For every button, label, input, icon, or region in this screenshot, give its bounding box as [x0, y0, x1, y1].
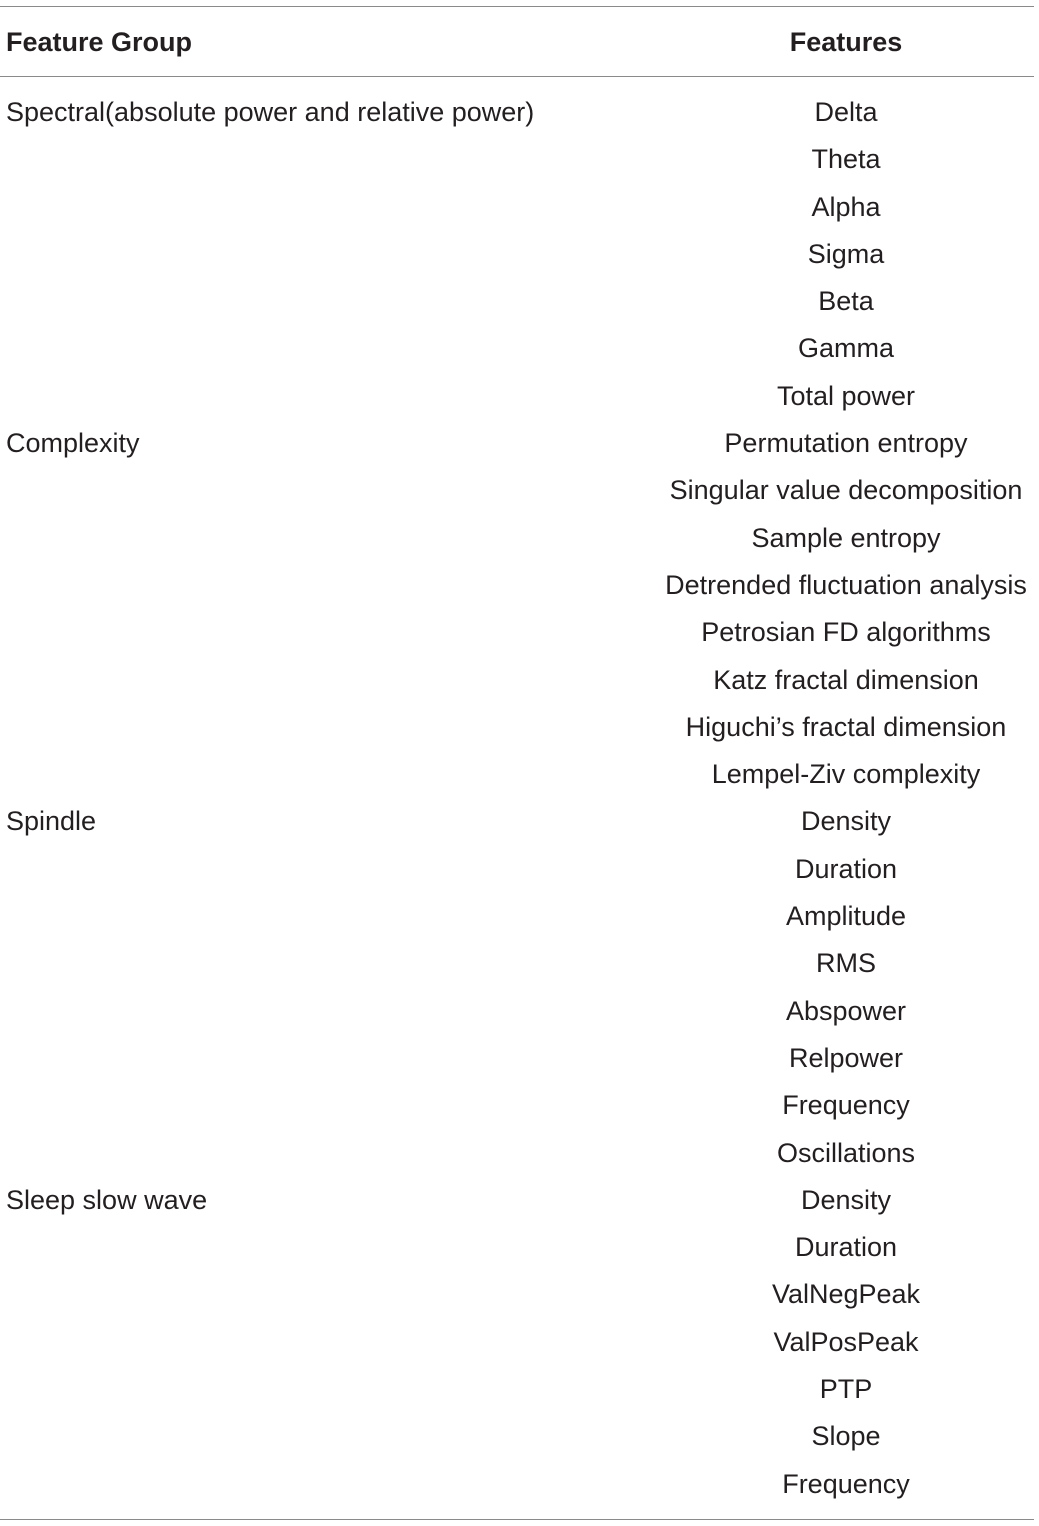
feature-cell: ValNegPeak: [771, 1279, 921, 1310]
feature-group-name: Sleep slow wave: [6, 1184, 208, 1215]
table-body: [0, 89, 1039, 1508]
feature-cell: Abspower: [785, 995, 907, 1026]
table-bottom-rule: [0, 1519, 1034, 1520]
feature-cell: Theta: [811, 144, 881, 175]
feature-group-name: Spindle: [6, 806, 97, 837]
feature-cell: Duration: [794, 1232, 898, 1263]
feature-cell: Lempel-Ziv complexity: [711, 759, 981, 790]
feature-cell: Density: [800, 806, 892, 837]
feature-cell: PTP: [819, 1374, 873, 1405]
header-feature-group: Feature Group: [6, 27, 193, 57]
feature-cell: Alpha: [811, 191, 881, 222]
feature-cell: Higuchi’s fractal dimension: [685, 711, 1007, 742]
feature-cell: Sample entropy: [751, 522, 941, 553]
feature-cell: Total power: [776, 380, 916, 411]
table-header-rule: [0, 76, 1034, 77]
table-row-group: [0, 420, 1039, 798]
feature-cell: ValPosPeak: [773, 1326, 919, 1357]
feature-cell: Petrosian FD algorithms: [701, 617, 991, 648]
feature-cell: Singular value decomposition: [669, 475, 1023, 506]
feature-cell: Sigma: [807, 238, 885, 269]
feature-cell: Detrended fluctuation analysis: [665, 569, 1027, 600]
feature-cell: Density: [800, 1184, 892, 1215]
feature-cell: Frequency: [782, 1468, 910, 1499]
header-features: Features: [789, 27, 903, 57]
feature-cell: Gamma: [797, 333, 895, 364]
feature-cell: Oscillations: [776, 1137, 916, 1168]
feature-cell: Slope: [811, 1421, 881, 1452]
feature-group-name: Spectral(absolute power and relative power): [6, 97, 535, 127]
table-row-group: [0, 89, 1039, 420]
feature-cell: Duration: [794, 853, 898, 884]
table-row-group: [0, 1177, 1039, 1508]
feature-cell: Amplitude: [785, 901, 907, 932]
feature-cell: Relpower: [788, 1042, 904, 1073]
table-top-rule: [0, 6, 1034, 7]
feature-cell: Katz fractal dimension: [713, 664, 979, 695]
table-header-row: [0, 22, 1039, 62]
feature-cell: Permutation entropy: [724, 428, 968, 459]
feature-cell: Frequency: [782, 1090, 910, 1121]
table-row-group: [0, 798, 1039, 1176]
feature-group-name: Complexity: [6, 428, 140, 459]
feature-cell: Beta: [818, 286, 874, 317]
feature-cell: RMS: [816, 948, 876, 979]
feature-cell: Delta: [814, 97, 878, 127]
